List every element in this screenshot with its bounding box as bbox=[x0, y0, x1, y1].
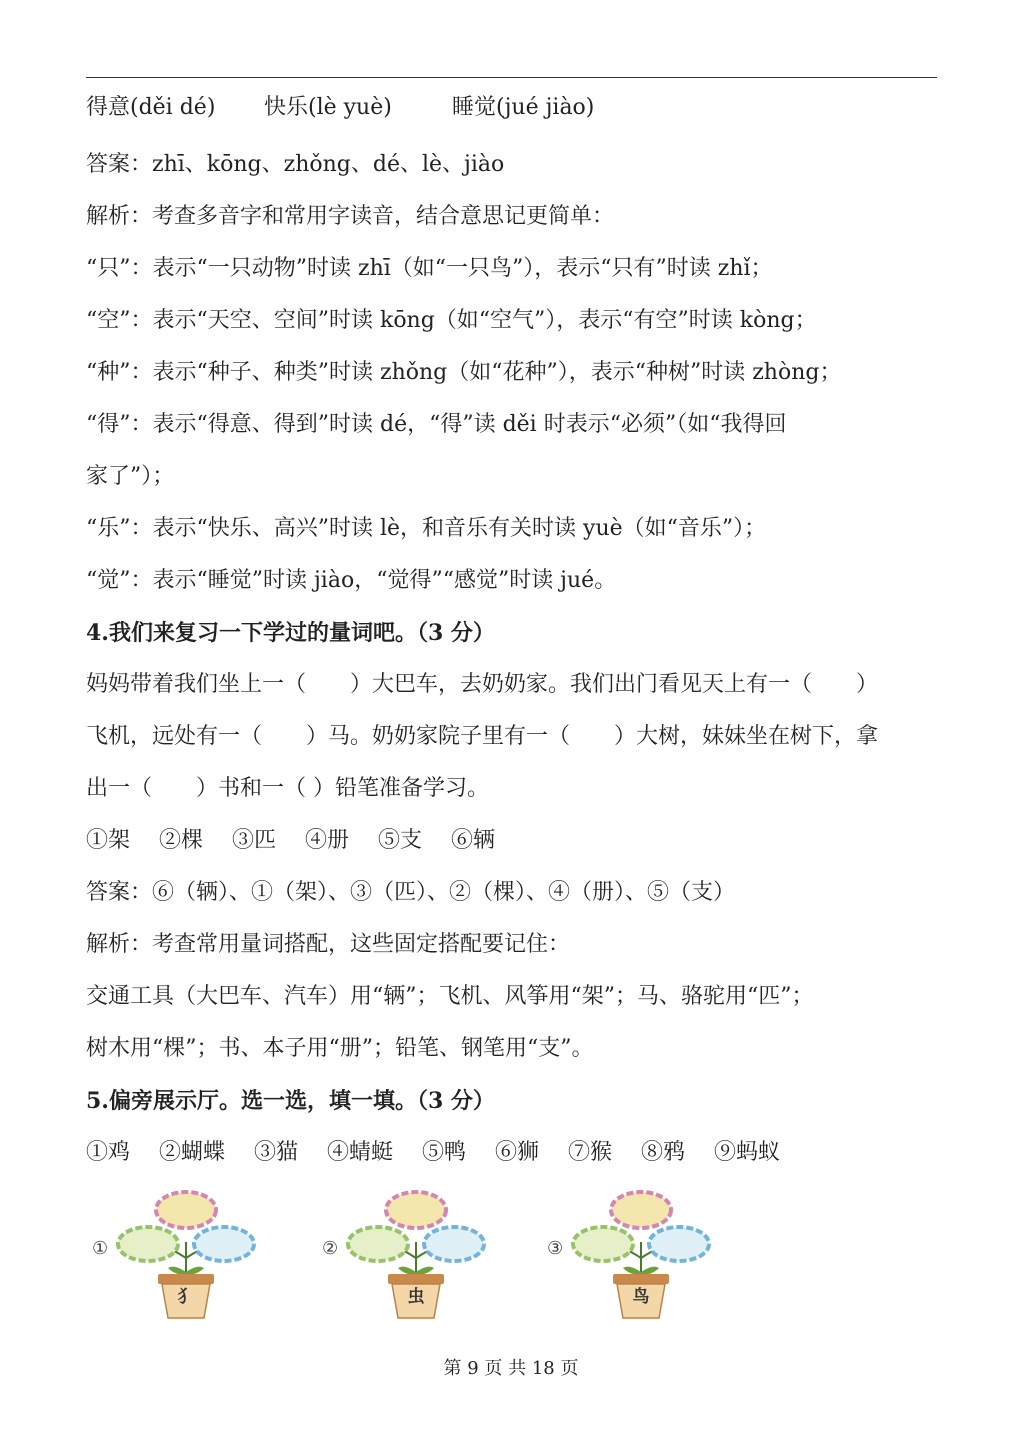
q3-analysis-title: 解析：考查多音字和常用字读音，结合意思记更简单： bbox=[86, 204, 615, 229]
q3-analysis-line: “种”：表示“种子、种类”时读 zhǒng（如“花种”），表示“种树”时读 zhòng； bbox=[86, 360, 842, 385]
q4-analysis-line: 树木用“棵”；书、本子用“册”；铅笔、钢笔用“支”。 bbox=[86, 1036, 594, 1061]
q4-analysis-title: 解析：考查常用量词搭配，这些固定搭配要记住： bbox=[86, 932, 571, 957]
q4-text-line: 出一（ ）书和一（ ）铅笔准备学习。 bbox=[86, 776, 489, 801]
radical-label: 虫 bbox=[407, 1287, 425, 1307]
flower-pot-2 bbox=[316, 1186, 496, 1326]
q3-analysis-line: “觉”：表示“睡觉”时读 jiào，“觉得”“感觉”时读 jué。 bbox=[86, 568, 617, 593]
q4-analysis-line: 交通工具（大巴车、汽车）用“辆”；飞机、风筝用“架”；马、骆驼用“匹”； bbox=[86, 984, 814, 1009]
q3-analysis-line: “得”：表示“得意、得到”时读 dé，“得”读 děi 时表示“必须”（如“我得回 bbox=[86, 412, 787, 437]
q3-analysis-line: “只”：表示“一只动物”时读 zhī（如“一只鸟”），表示“只有”时读 zhǐ； bbox=[86, 256, 773, 281]
flower-pot-3 bbox=[541, 1186, 721, 1326]
q4-options: ①架 ②棵 ③匹 ④册 ⑤支 ⑥辆 bbox=[86, 828, 495, 853]
flower-pot-number: ② bbox=[322, 1238, 339, 1259]
radical-label: 犭 bbox=[177, 1287, 195, 1307]
header-rule bbox=[86, 77, 937, 78]
q4-text-line: 妈妈带着我们坐上一（ ）大巴车，去奶奶家。我们出门看见天上有一（ ） bbox=[86, 672, 879, 697]
flower-pot-1 bbox=[86, 1186, 266, 1326]
flower-pot-number: ③ bbox=[547, 1238, 564, 1259]
radical-label: 鸟 bbox=[632, 1287, 650, 1307]
q3-analysis-line: 家了”）； bbox=[86, 464, 175, 489]
q4-answer: 答案：⑥（辆）、①（架）、③（匹）、②（棵）、④（册）、⑤（支） bbox=[86, 880, 736, 905]
q5-options: ①鸡 ②蝴蝶 ③猫 ④蜻蜓 ⑤鸭 ⑥狮 ⑦猴 ⑧鸦 ⑨蚂蚁 bbox=[86, 1140, 780, 1165]
q3-answer: 答案：zhī、kōng、zhǒng、dé、lè、jiào bbox=[86, 152, 505, 177]
polyphone-examples-row bbox=[86, 93, 937, 123]
example-deyi: 得意(děi dé) bbox=[86, 95, 216, 120]
flower-pot-number: ① bbox=[92, 1238, 109, 1259]
q5-title: 5.偏旁展示厅。选一选，填一填。（3 分） bbox=[86, 1088, 495, 1114]
page-number-footer: 第 9 页 共 18 页 bbox=[443, 1358, 579, 1379]
example-shuijiao: 睡觉(jué jiào) bbox=[452, 95, 595, 120]
q3-analysis-line: “空”：表示“天空、空间”时读 kōng（如“空气”），表示“有空”时读 kòng； bbox=[86, 308, 817, 333]
q3-analysis-line: “乐”：表示“快乐、高兴”时读 lè，和音乐有关时读 yuè（如“音乐”）； bbox=[86, 516, 767, 541]
q4-title: 4.我们来复习一下学过的量词吧。（3 分） bbox=[86, 620, 495, 646]
radical-flower-pots bbox=[86, 1186, 786, 1326]
example-kuaile: 快乐(lè yuè) bbox=[264, 95, 392, 120]
q4-text-line: 飞机，远处有一（ ）马。奶奶家院子里有一（ ）大树，妹妹坐在树下，拿 bbox=[86, 724, 879, 749]
